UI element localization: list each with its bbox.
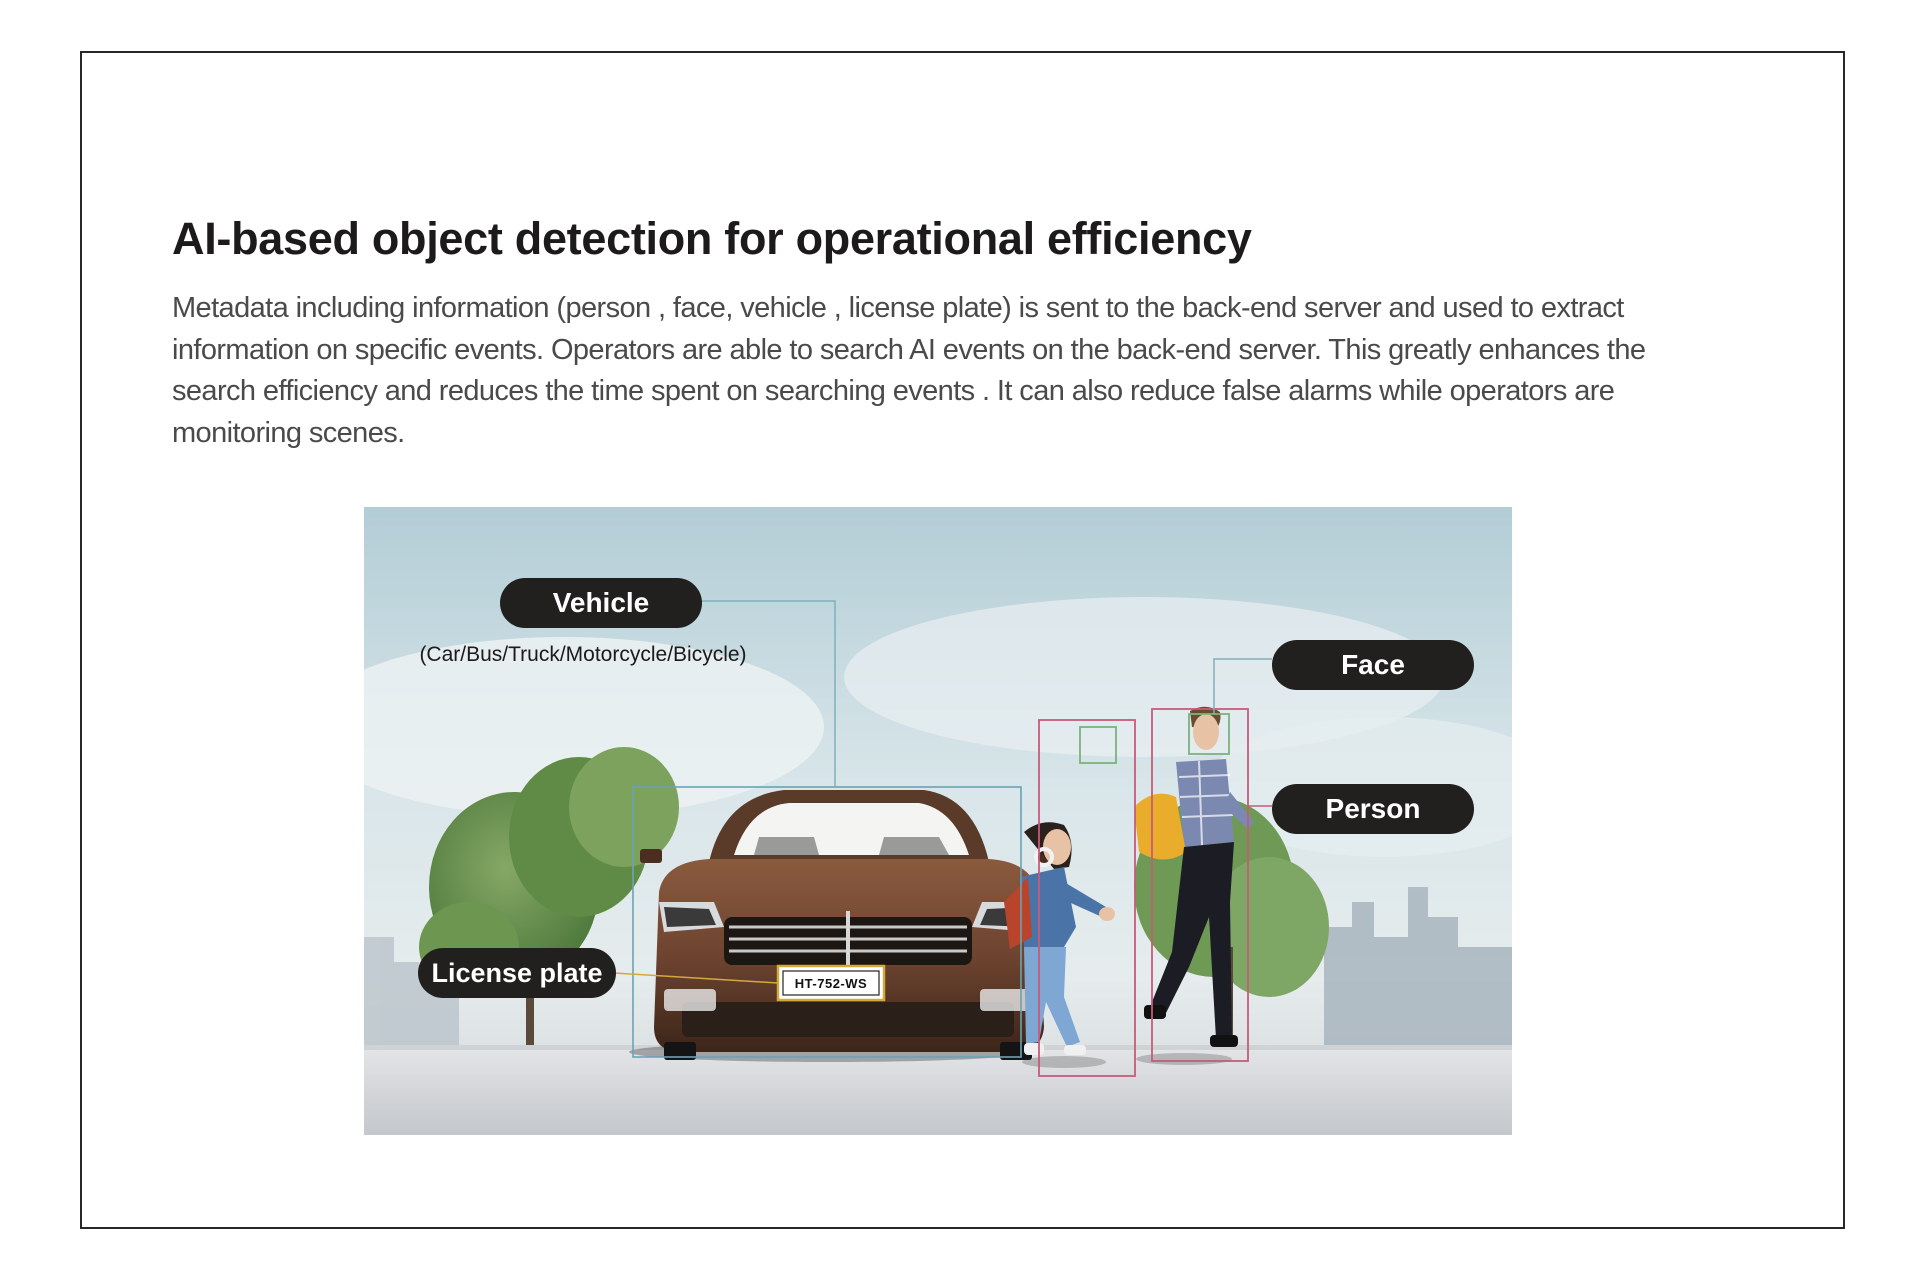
page-title: AI-based object detection for operational efficiency bbox=[172, 213, 1252, 264]
vehicle-types-caption: (Car/Bus/Truck/Motorcycle/Bicycle) bbox=[419, 643, 747, 666]
person-label: Person bbox=[1272, 784, 1474, 834]
page-description: Metadata including information (person , face, vehicle , license plate) is sent to the back-end server and used to extract information on specific events. Operators are able to search AI events on the back-end server. This greatly enhances the search efficiency and reduces the time spent on searching events . It can also reduce false alarms while operators are monitoring scenes. bbox=[172, 292, 1646, 449]
detection-illustration bbox=[364, 507, 1512, 1135]
face-label: Face bbox=[1272, 640, 1474, 690]
vehicle-label: Vehicle bbox=[500, 578, 702, 628]
license-plate-label: License plate bbox=[418, 948, 616, 998]
license-plate-number: HT-752-WS bbox=[794, 975, 868, 991]
